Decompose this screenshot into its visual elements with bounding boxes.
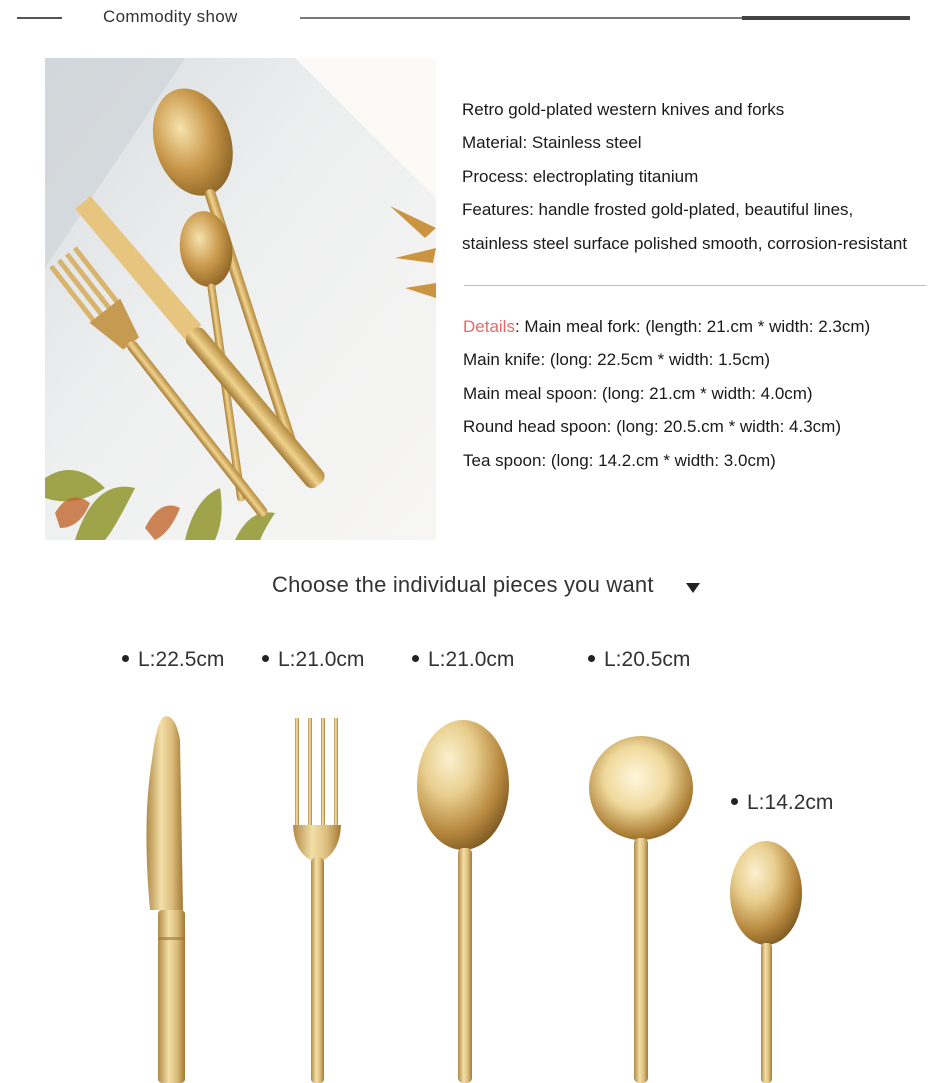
bullet-icon bbox=[262, 655, 269, 662]
bullet-icon bbox=[412, 655, 419, 662]
cutlery-lineup bbox=[0, 700, 950, 1083]
header-divider-left bbox=[17, 17, 62, 19]
product-description bbox=[462, 93, 942, 260]
details-fork: : Main meal fork: (length: 21.cm * width: 2.3cm) bbox=[514, 317, 871, 336]
description-process: Process: electroplating titanium bbox=[462, 166, 699, 186]
bullet-icon bbox=[588, 655, 595, 662]
size-value: L:21.0cm bbox=[278, 648, 365, 671]
tea-spoon-icon[interactable] bbox=[730, 841, 802, 1083]
size-label-spoon bbox=[412, 648, 514, 672]
size-value: L:14.2cm bbox=[747, 791, 834, 814]
choose-heading: Choose the individual pieces you want bbox=[272, 572, 654, 597]
fork-icon[interactable] bbox=[293, 718, 341, 1083]
size-label-fork bbox=[262, 648, 364, 672]
knife-icon[interactable] bbox=[146, 716, 185, 1083]
details-knife: Main knife: (long: 22.5cm * width: 1.5cm) bbox=[463, 350, 771, 370]
size-value: L:21.0cm bbox=[428, 648, 515, 671]
description-features: Features: handle frosted gold-plated, beautiful lines, bbox=[462, 200, 854, 220]
bullet-icon bbox=[122, 655, 129, 662]
description-material: Material: Stainless steel bbox=[462, 133, 642, 153]
product-details bbox=[463, 310, 943, 477]
info-divider bbox=[464, 285, 926, 286]
details-fork-line bbox=[463, 310, 943, 343]
description-features-cont: stainless steel surface polished smooth, corrosion-resistant bbox=[462, 233, 908, 253]
details-tea-spoon: Tea spoon: (long: 14.2.cm * width: 3.0cm) bbox=[463, 450, 776, 470]
description-title: Retro gold-plated western knives and forks bbox=[462, 100, 785, 119]
round-spoon-icon[interactable] bbox=[589, 736, 693, 1083]
caret-down-icon bbox=[686, 583, 700, 593]
details-label: Details bbox=[463, 317, 515, 336]
spoon-icon[interactable] bbox=[417, 720, 509, 1083]
product-photo bbox=[45, 58, 436, 540]
details-round-spoon: Round head spoon: (long: 20.5.cm * width: 4.3cm) bbox=[463, 417, 841, 437]
size-value: L:22.5cm bbox=[138, 648, 225, 671]
size-label-knife bbox=[122, 648, 224, 672]
size-value: L:20.5cm bbox=[604, 648, 691, 671]
section-title: Commodity show bbox=[103, 7, 238, 26]
details-meal-spoon: Main meal spoon: (long: 21.cm * width: 4.0cm) bbox=[463, 383, 813, 403]
size-label-round-spoon bbox=[588, 648, 690, 672]
header-divider-right bbox=[300, 17, 910, 19]
product-photo-illustration bbox=[45, 58, 436, 540]
